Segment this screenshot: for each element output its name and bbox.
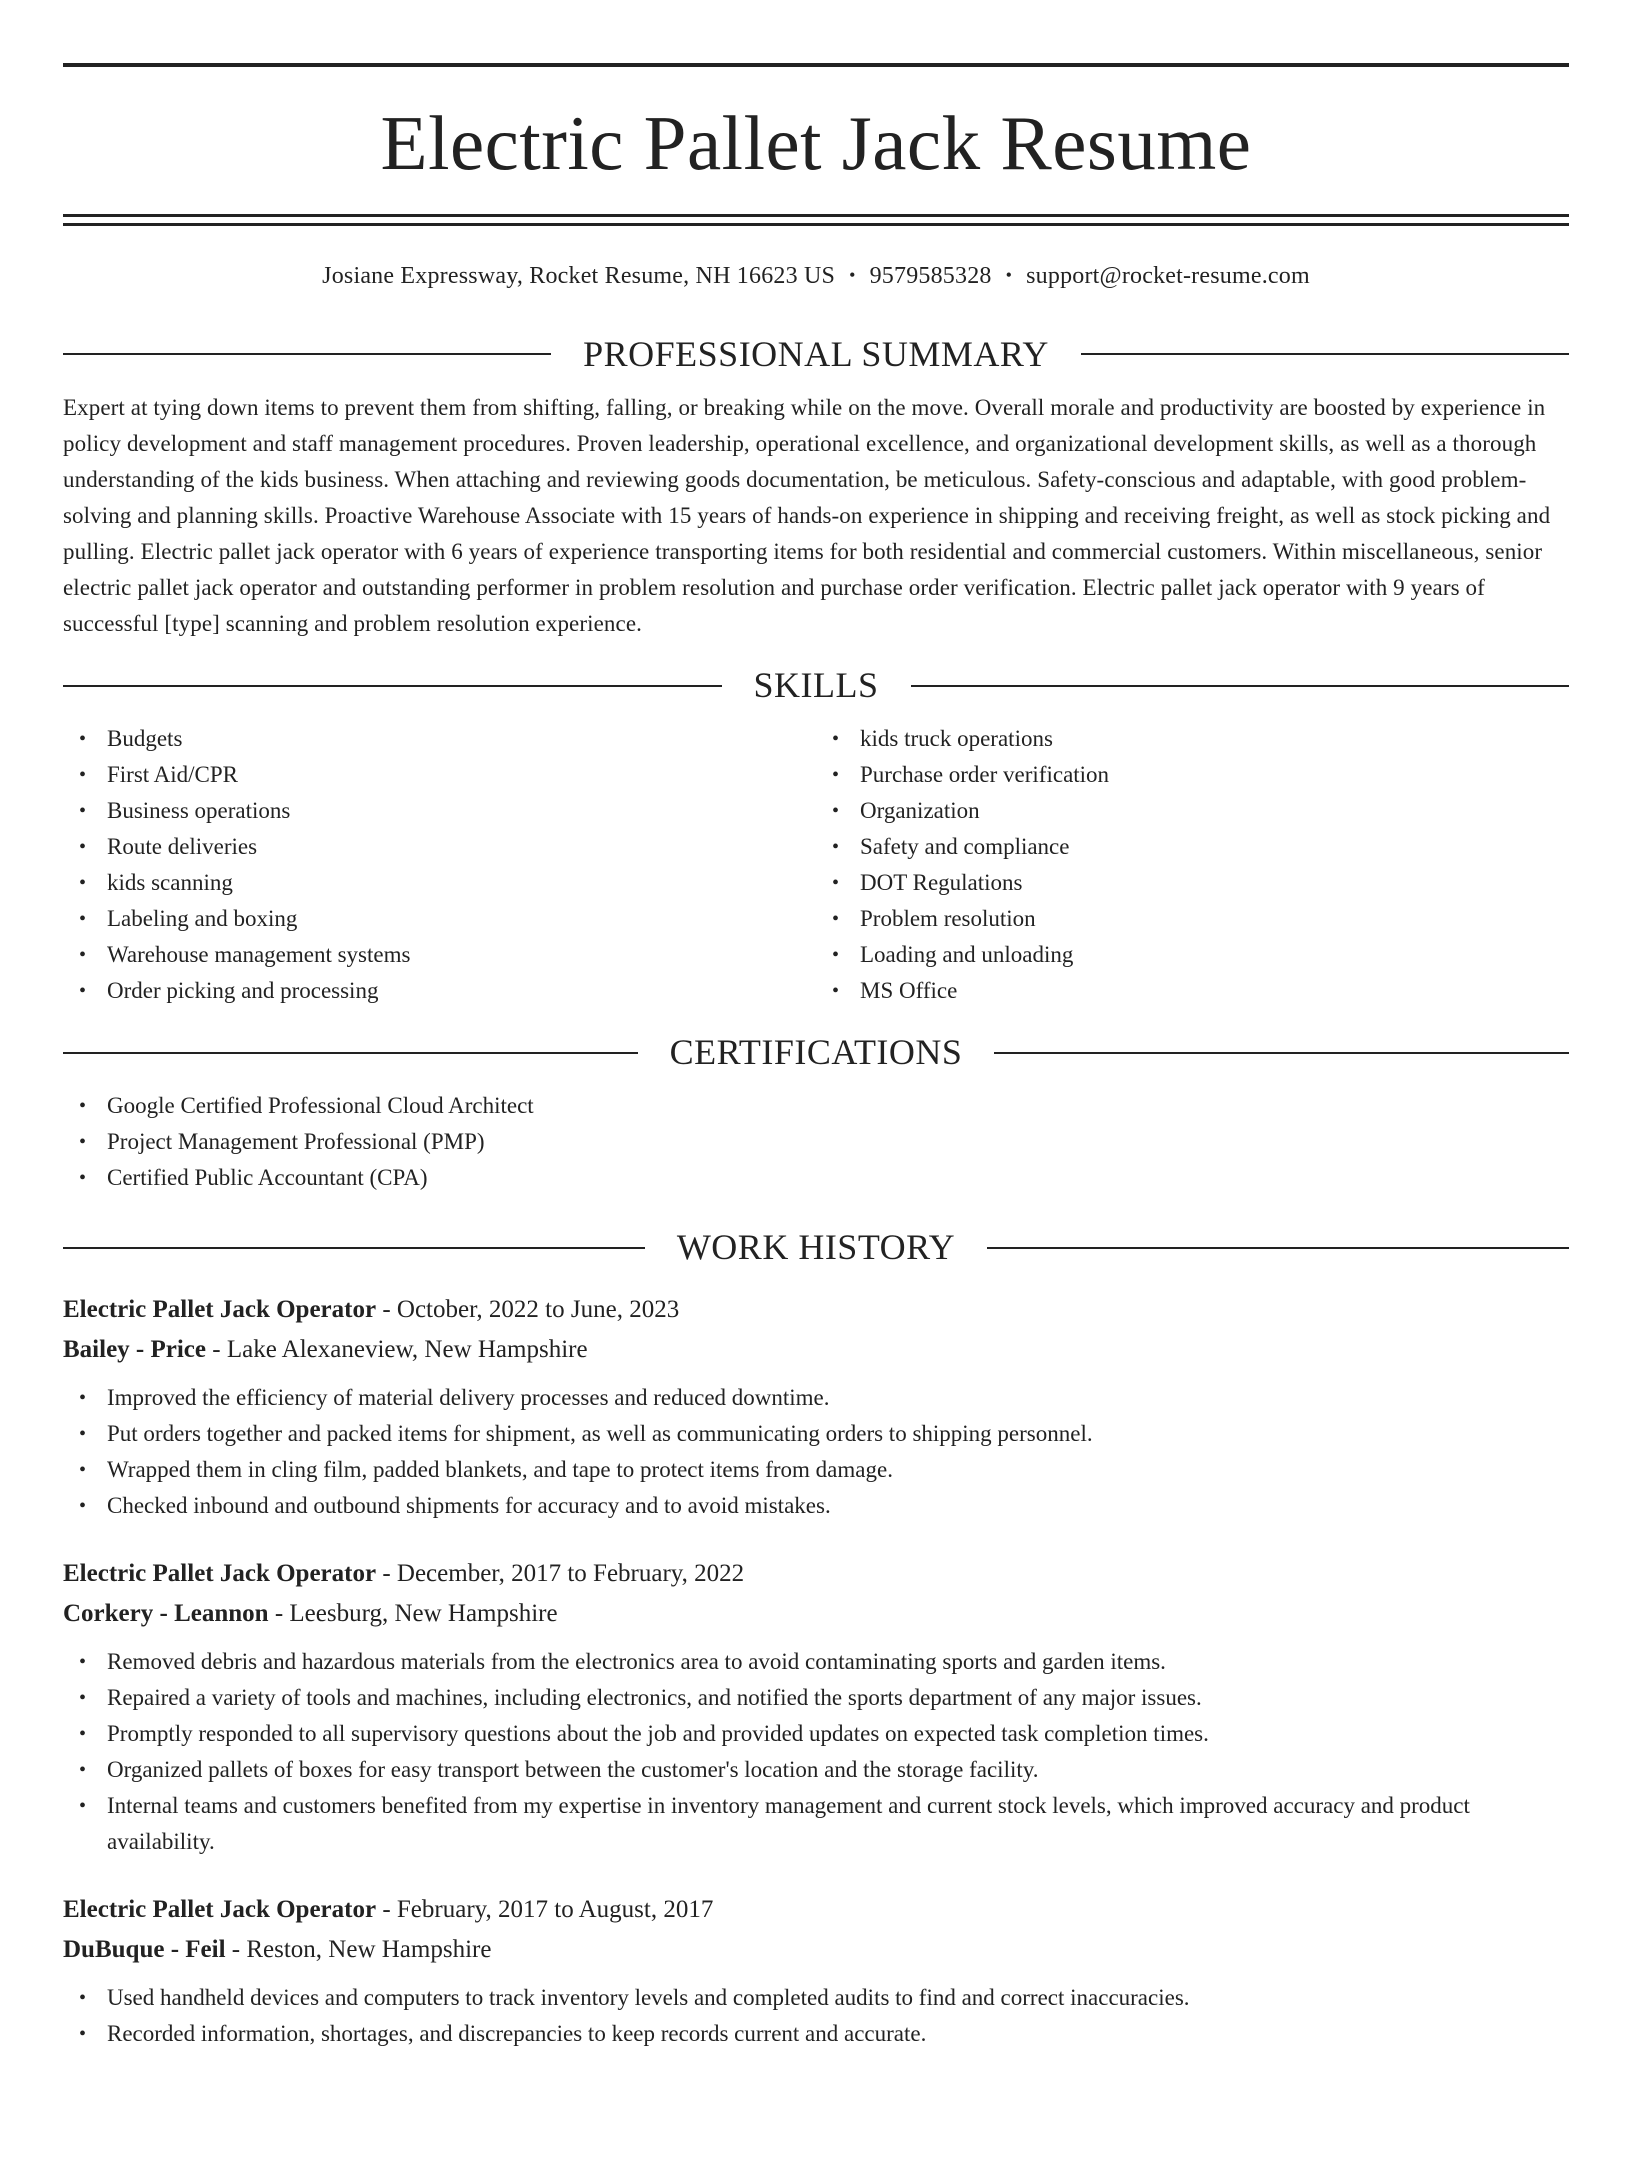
job-company: Corkery - Leannon — [63, 1599, 269, 1627]
section-title-work-history: WORK HISTORY — [676, 1227, 956, 1268]
section-rule — [994, 1052, 1569, 1054]
bullet-icon: • — [79, 1131, 87, 1154]
job-duty-item-text: Repaired a variety of tools and machines, including electronics, and notified the sports department of any major issues. — [107, 1684, 1202, 1710]
skill-item — [63, 793, 816, 829]
skill-item-text: Order picking and processing — [107, 978, 379, 1004]
top-rule — [63, 63, 1569, 67]
certification-item-text: Certified Public Accountant (CPA) — [107, 1165, 428, 1191]
skills-grid — [63, 721, 1569, 1009]
skill-item — [816, 937, 1569, 973]
job-duty-item — [63, 1488, 1569, 1524]
bullet-icon: • — [79, 1386, 87, 1409]
bullet-icon: • — [832, 764, 840, 787]
section-rule — [987, 1247, 1569, 1249]
job-duty-item — [63, 2016, 1569, 2052]
bullet-icon: • — [79, 872, 87, 895]
bullet-icon: • — [79, 1095, 87, 1118]
skill-item — [63, 757, 816, 793]
job-duties-list — [63, 1380, 1569, 1524]
job-company: Bailey - Price — [63, 1335, 206, 1363]
bullet-icon: • — [79, 836, 87, 859]
skill-item-text: Organization — [860, 798, 980, 824]
job-duty-item-text: Improved the efficiency of material delivery processes and reduced downtime. — [107, 1384, 830, 1410]
job-title: Electric Pallet Jack Operator — [63, 1895, 377, 1923]
resume-title: Electric Pallet Jack Resume — [380, 100, 1252, 186]
contact-separator: • — [1005, 265, 1013, 285]
bullet-icon: • — [79, 908, 87, 931]
title-double-rule — [63, 214, 1569, 226]
job-location: - Reston, New Hampshire — [225, 1935, 492, 1963]
bullet-icon: • — [832, 872, 840, 895]
work-history-list — [63, 1290, 1569, 2052]
bullet-icon: • — [79, 2022, 87, 2045]
skill-item — [816, 757, 1569, 793]
skill-item-text: First Aid/CPR — [107, 762, 239, 788]
skill-item — [816, 973, 1569, 1009]
job-dates: - February, 2017 to August, 2017 — [376, 1895, 714, 1923]
skill-item — [63, 973, 816, 1009]
job-duty-item — [63, 1380, 1569, 1416]
bullet-icon: • — [79, 980, 87, 1003]
job-entry — [63, 1290, 1569, 1524]
skill-item — [63, 721, 816, 757]
certification-item-text: Google Certified Professional Cloud Architect — [107, 1093, 534, 1119]
bullet-icon: • — [79, 728, 87, 751]
bullet-icon: • — [832, 980, 840, 1003]
bullet-icon: • — [79, 1650, 87, 1673]
job-duty-item — [63, 1452, 1569, 1488]
job-duties-list — [63, 1980, 1569, 2052]
section-rule — [63, 1052, 638, 1054]
skill-item-text: kids scanning — [107, 870, 233, 896]
skill-item-text: DOT Regulations — [860, 870, 1023, 896]
summary-text: Expert at tying down items to prevent them from shifting, falling, or breaking while on the move. Overall morale and productivity are boosted by experience in policy development and staff management procedures. Proven leadership, operational excellence, and organizational development skills, as well as a thorough understanding of the kids business. When attaching and reviewing goods documentation, be meticulous. Safety-conscious and adaptable, with good problem-solving and planning skills. Proactive Warehouse Associate with 15 years of hands-on experience in shipping and receiving freight, as well as stock picking and pulling. Electric pallet jack operator with 6 years of experience transporting items for both residential and commercial customers. Within miscellaneous, senior electric pallet jack operator and outstanding performer in problem resolution and purchase order verification. Electric pallet jack operator with 9 years of successful [type] scanning and problem resolution experience. — [63, 394, 1551, 636]
contact-address: Josiane Expressway, Rocket Resume, NH 16623 US — [322, 263, 836, 289]
job-company-line — [63, 1594, 1569, 1634]
skill-item — [816, 901, 1569, 937]
bullet-icon: • — [79, 1986, 87, 2009]
job-company-line — [63, 1330, 1569, 1370]
certification-item — [63, 1088, 1569, 1124]
bullet-icon: • — [832, 944, 840, 967]
section-header-certifications — [63, 1031, 1569, 1074]
bullet-icon: • — [832, 800, 840, 823]
section-title-certifications: CERTIFICATIONS — [669, 1032, 963, 1073]
job-location: - Lake Alexaneview, New Hampshire — [206, 1335, 588, 1363]
skill-item — [816, 829, 1569, 865]
job-duty-item — [63, 1644, 1569, 1680]
skill-item — [816, 793, 1569, 829]
bullet-icon: • — [79, 1458, 87, 1481]
job-duty-item-text: Organized pallets of boxes for easy transport between the customer's location and the storage facility. — [107, 1756, 1039, 1782]
skill-item-text: Business operations — [107, 798, 291, 824]
bullet-icon: • — [79, 1494, 87, 1517]
job-entry — [63, 1554, 1569, 1860]
skill-item-text: Problem resolution — [860, 906, 1036, 932]
job-entry — [63, 1890, 1569, 2052]
job-duty-item — [63, 1680, 1569, 1716]
skill-item — [63, 937, 816, 973]
bullet-icon: • — [832, 836, 840, 859]
job-title-line — [63, 1290, 1569, 1330]
skill-item-text: Warehouse management systems — [107, 942, 411, 968]
job-duty-item — [63, 1788, 1569, 1860]
job-duty-item-text: Promptly responded to all supervisory questions about the job and provided updates on expected task completion times. — [107, 1720, 1209, 1746]
bullet-icon: • — [79, 1422, 87, 1445]
skill-item-text: Loading and unloading — [860, 942, 1074, 968]
skill-item — [63, 865, 816, 901]
job-dates: - October, 2022 to June, 2023 — [376, 1295, 680, 1323]
job-title: Electric Pallet Jack Operator — [63, 1559, 377, 1587]
section-header-summary — [63, 333, 1569, 376]
skill-item — [63, 901, 816, 937]
section-rule — [63, 685, 722, 687]
bullet-icon: • — [79, 800, 87, 823]
section-header-work-history — [63, 1226, 1569, 1269]
skill-item-text: Route deliveries — [107, 834, 258, 860]
bullet-icon: • — [832, 728, 840, 751]
skills-list-left — [63, 721, 816, 1009]
job-duties-list — [63, 1644, 1569, 1860]
job-duty-item — [63, 1416, 1569, 1452]
section-rule — [63, 1247, 645, 1249]
job-duty-item-text: Put orders together and packed items for shipment, as well as communicating orders to shipping personnel. — [107, 1420, 1093, 1446]
bullet-icon: • — [832, 908, 840, 931]
skill-item-text: Safety and compliance — [860, 834, 1070, 860]
job-company-line — [63, 1930, 1569, 1970]
section-title-summary: PROFESSIONAL SUMMARY — [583, 333, 1049, 374]
skill-item-text: MS Office — [860, 978, 958, 1004]
job-duty-item — [63, 1716, 1569, 1752]
job-dates: - December, 2017 to February, 2022 — [376, 1559, 745, 1587]
section-title-skills: SKILLS — [753, 664, 879, 705]
certifications-list — [63, 1088, 1569, 1196]
bullet-icon: • — [79, 1722, 87, 1745]
job-duty-item — [63, 1752, 1569, 1788]
certification-item — [63, 1124, 1569, 1160]
skill-item-text: Purchase order verification — [860, 762, 1110, 788]
job-duty-item-text: Recorded information, shortages, and discrepancies to keep records current and accurate. — [107, 2020, 927, 2046]
section-rule — [63, 353, 551, 355]
job-duty-item-text: Wrapped them in cling film, padded blankets, and tape to protect items from damage. — [107, 1456, 893, 1482]
contact-separator: • — [849, 265, 856, 285]
skill-item — [816, 721, 1569, 757]
job-location: - Leesburg, New Hampshire — [268, 1599, 558, 1627]
bullet-icon: • — [79, 1686, 87, 1709]
job-duty-item-text: Removed debris and hazardous materials from the electronics area to avoid contaminating sports and garden items. — [107, 1648, 1166, 1674]
resume-page — [0, 63, 1632, 2175]
skills-list-right — [816, 721, 1569, 1009]
job-duty-item-text: Used handheld devices and computers to track inventory levels and completed audits to find and correct inaccuracies. — [107, 1984, 1190, 2010]
section-rule — [911, 685, 1570, 687]
skill-item-text: Budgets — [107, 726, 183, 752]
skill-item-text: kids truck operations — [860, 726, 1053, 752]
certification-item — [63, 1160, 1569, 1196]
job-duty-item-text: Internal teams and customers benefited from my expertise in inventory management and current stock levels, which improved accuracy and product availability. — [107, 1792, 1470, 1854]
contact-email: support@rocket-resume.com — [1026, 263, 1310, 289]
skill-item — [816, 865, 1569, 901]
contact-phone: 9579585328 — [869, 263, 992, 289]
bullet-icon: • — [79, 1794, 87, 1817]
bullet-icon: • — [79, 1167, 87, 1190]
section-header-skills — [63, 664, 1569, 707]
bullet-icon: • — [79, 1758, 87, 1781]
skill-item-text: Labeling and boxing — [107, 906, 298, 932]
job-title-line — [63, 1554, 1569, 1594]
job-title-line — [63, 1890, 1569, 1930]
certification-item-text: Project Management Professional (PMP) — [107, 1129, 485, 1155]
bullet-icon: • — [79, 764, 87, 787]
job-company: DuBuque - Feil — [63, 1935, 226, 1963]
contact-line — [63, 262, 1569, 291]
section-rule — [1081, 353, 1569, 355]
job-title: Electric Pallet Jack Operator — [63, 1295, 377, 1323]
skill-item — [63, 829, 816, 865]
job-duty-item — [63, 1980, 1569, 2016]
job-duty-item-text: Checked inbound and outbound shipments for accuracy and to avoid mistakes. — [107, 1492, 831, 1518]
bullet-icon: • — [79, 944, 87, 967]
